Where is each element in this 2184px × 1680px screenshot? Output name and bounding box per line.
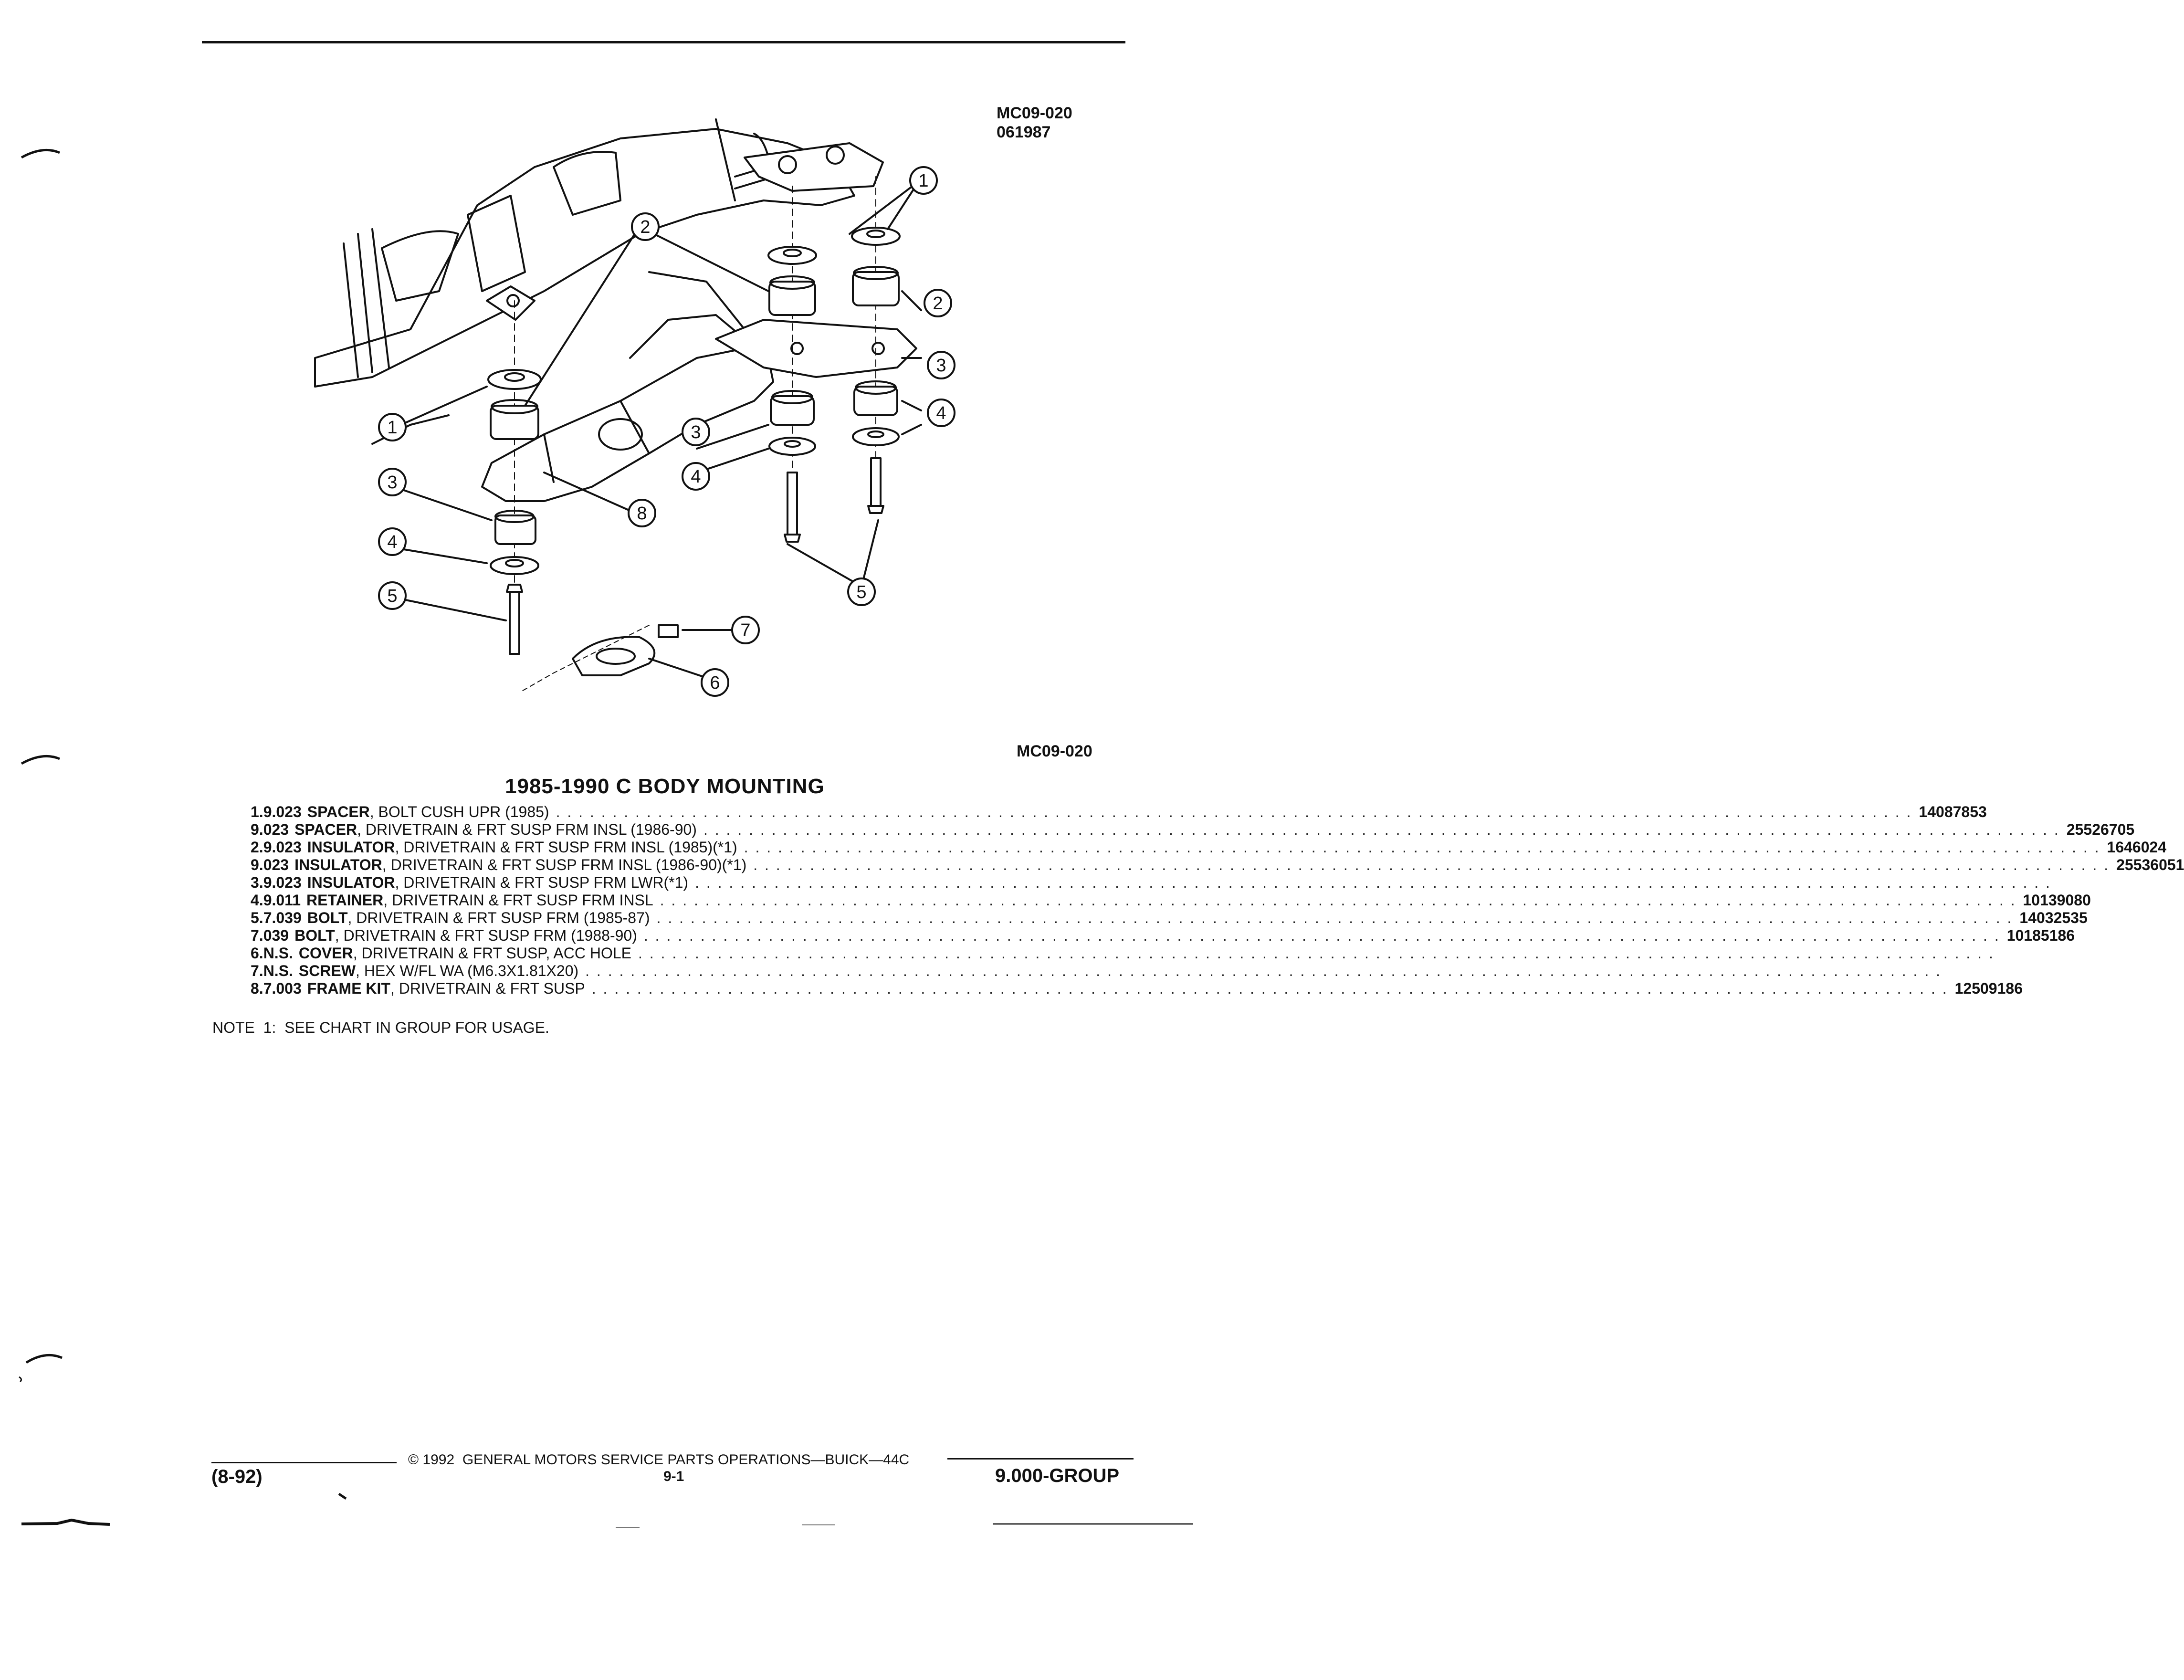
group-number: 9.023: [263, 839, 302, 856]
parts-row: [217, 945, 1995, 962]
part-number: 25536051: [2116, 856, 2184, 873]
part-name: FRAME KIT: [307, 980, 390, 997]
item-number: 2.: [251, 839, 263, 856]
item-number: 3.: [251, 874, 263, 891]
callout-4-mid: [682, 463, 709, 490]
footer-date-code: (8-92): [211, 1466, 262, 1487]
part-name: RETAINER: [306, 892, 384, 909]
leader-dots: . . . . . . . . . . . . . . . . . . . . . . . . . . . . . . . . . . . . . . . . . . . . . . . . . . . . . . . . . . . . . . . . . . . . . . . . . . . . . . . . . . . . . . . . . . . . . . . . . . . . . . . . . . . . . . . . . . . . . . . .: [556, 803, 1912, 820]
part-name: BOLT: [307, 909, 348, 926]
footer-group: 9.000-GROUP: [995, 1465, 1120, 1486]
footer-rule-right: [947, 1458, 1134, 1460]
group-number: N.S.: [263, 945, 293, 962]
callout-8: [629, 500, 655, 526]
parts-row: [217, 980, 2023, 998]
svg-text:1: 1: [387, 418, 398, 438]
part-name: SCREW: [298, 962, 356, 979]
top-rule: [202, 41, 1125, 43]
part-description: , DRIVETRAIN & FRT SUSP FRM INSL (1986-90): [357, 821, 697, 838]
svg-text:5: 5: [387, 586, 398, 606]
svg-text:2: 2: [933, 294, 943, 314]
parts-row: [217, 803, 1987, 821]
part-name: COVER: [298, 945, 353, 962]
item-number: 6.: [251, 945, 263, 962]
part-name: SPACER: [294, 821, 357, 838]
svg-text:6: 6: [710, 673, 720, 693]
group-number: 7.039: [251, 927, 289, 944]
group-number: 7.003: [263, 980, 302, 997]
parts-list-title: 1985-1990 C BODY MOUNTING: [505, 775, 825, 798]
callout-2-upper: [632, 213, 659, 240]
parts-list: [217, 803, 2184, 998]
part-description: , DRIVETRAIN & FRT SUSP FRM (1985-87): [347, 909, 650, 926]
leader-dots: . . . . . . . . . . . . . . . . . . . . . . . . . . . . . . . . . . . . . . . . . . . . . . . . . . . . . . . . . . . . . . . . . . . . . . . . . . . . . . . . . . . . . . . . . . . . . . . . . . . . . . . . . . . . . . . . . . . . . . . .: [585, 962, 1942, 979]
part-description: , DRIVETRAIN & FRT SUSP FRM INSL (1985)(*1): [395, 839, 737, 856]
part-number: 1646024: [2107, 839, 2167, 856]
callout-3-left: [379, 469, 406, 495]
part-description: , BOLT CUSH UPR (1985): [369, 803, 549, 820]
figure-ref-code: MC09-020: [997, 104, 1072, 122]
parts-row: [217, 821, 2135, 839]
leader-dots: . . . . . . . . . . . . . . . . . . . . . . . . . . . . . . . . . . . . . . . . . . . . . . . . . . . . . . . . . . . . . . . . . . . . . . . . . . . . . . . . . . . . . . . . . . . . . . . . . . . . . . . . . . . . . . . . . . . . . . . .: [591, 980, 1948, 997]
part-name: SPACER: [307, 803, 370, 820]
svg-text:8: 8: [637, 504, 647, 524]
part-description: , DRIVETRAIN & FRT SUSP FRM (1988-90): [335, 927, 637, 944]
group-number: N.S.: [263, 962, 293, 979]
leader-dots: . . . . . . . . . . . . . . . . . . . . . . . . . . . . . . . . . . . . . . . . . . . . . . . . . . . . . . . . . . . . . . . . . . . . . . . . . . . . . . . . . . . . . . . . . . . . . . . . . . . . . . . . . . . . . . . . . . . . . . . .: [656, 909, 2013, 926]
margin-marks: [0, 0, 124, 1680]
group-number: 9.011: [263, 892, 301, 909]
parts-row: [217, 962, 1942, 980]
parts-row: [217, 927, 2075, 945]
leader-dots: . . . . . . . . . . . . . . . . . . . . . . . . . . . . . . . . . . . . . . . . . . . . . . . . . . . . . . . . . . . . . . . . . . . . . . . . . . . . . . . . . . . . . . . . . . . . . . . . . . . . . . . . . . . . . . . . . . . . . . . .: [638, 945, 1995, 962]
svg-text:4: 4: [936, 403, 946, 423]
footer-copyright: © 1992 GENERAL MOTORS SERVICE PARTS OPERATIONS—BUICK—44C: [408, 1452, 910, 1468]
part-name: INSULATOR: [307, 874, 395, 891]
part-name: INSULATOR: [294, 856, 382, 873]
leader-dots: . . . . . . . . . . . . . . . . . . . . . . . . . . . . . . . . . . . . . . . . . . . . . . . . . . . . . . . . . . . . . . . . . . . . . . . . . . . . . . . . . . . . . . . . . . . . . . . . . . . . . . . . . . . . . . . . . . . . . . . .: [703, 821, 2060, 838]
callout-3-mid: [682, 419, 709, 445]
svg-text:7: 7: [740, 620, 751, 640]
part-description: , DRIVETRAIN & FRT SUSP FRM INSL (1986-90)(*1): [382, 856, 747, 873]
callout-4-right: [928, 399, 955, 426]
footer-rule-left: [211, 1462, 397, 1463]
exploded-diagram: [286, 91, 1002, 721]
callout-2-right: [924, 290, 951, 316]
parts-row: [217, 839, 2167, 856]
svg-text:1: 1: [918, 171, 929, 191]
callout-6: [702, 669, 728, 696]
part-number: 12509186: [1954, 980, 2023, 997]
access-cover: [573, 637, 654, 675]
svg-text:4: 4: [691, 467, 701, 487]
parts-row: [217, 909, 2088, 927]
callout-1-right: [910, 167, 937, 194]
svg-text:5: 5: [856, 582, 867, 602]
item-number: 1.: [251, 803, 263, 820]
part-number: 10185186: [2006, 927, 2075, 944]
parts-row: [217, 892, 2091, 909]
figure-caption-code: MC09-020: [1017, 742, 1092, 760]
svg-text:4: 4: [387, 532, 398, 552]
group-number: 7.039: [263, 909, 302, 926]
svg-text:2: 2: [640, 217, 651, 237]
item-number: 5.: [251, 909, 263, 926]
callout-4-left: [379, 528, 406, 555]
scan-marks: [0, 1480, 1207, 1551]
footer-page-number: 9-1: [663, 1469, 684, 1484]
part-name: BOLT: [294, 927, 335, 944]
part-description: , DRIVETRAIN & FRT SUSP FRM INSL: [383, 892, 653, 909]
leader-dots: . . . . . . . . . . . . . . . . . . . . . . . . . . . . . . . . . . . . . . . . . . . . . . . . . . . . . . . . . . . . . . . . . . . . . . . . . . . . . . . . . . . . . . . . . . . . . . . . . . . . . . . . . . . . . . . . . . . . . . . .: [753, 856, 2110, 873]
usage-note: NOTE 1: SEE CHART IN GROUP FOR USAGE.: [212, 1019, 549, 1036]
part-description: , DRIVETRAIN & FRT SUSP: [390, 980, 585, 997]
callout-5-left: [379, 582, 406, 609]
callout-1-left: [379, 414, 406, 441]
part-number: 14087853: [1919, 803, 1987, 820]
item-number: 4.: [251, 892, 263, 909]
callout-5-right: [848, 578, 875, 605]
callout-3-right: [928, 352, 955, 378]
svg-text:3: 3: [387, 472, 398, 493]
svg-text:3: 3: [936, 356, 946, 376]
part-description: , DRIVETRAIN & FRT SUSP, ACC HOLE: [353, 945, 631, 962]
item-number: 7.: [251, 962, 263, 979]
group-number: 9.023: [263, 803, 302, 820]
leader-dots: . . . . . . . . . . . . . . . . . . . . . . . . . . . . . . . . . . . . . . . . . . . . . . . . . . . . . . . . . . . . . . . . . . . . . . . . . . . . . . . . . . . . . . . . . . . . . . . . . . . . . . . . . . . . . . . . . . . . . . . .: [744, 839, 2100, 856]
figure-ref-date: 061987: [997, 123, 1051, 141]
parts-row: [217, 856, 2184, 874]
part-description: , HEX W/FL WA (M6.3X1.81X20): [356, 962, 579, 979]
leader-dots: . . . . . . . . . . . . . . . . . . . . . . . . . . . . . . . . . . . . . . . . . . . . . . . . . . . . . . . . . . . . . . . . . . . . . . . . . . . . . . . . . . . . . . . . . . . . . . . . . . . . . . . . . . . . . . . . . . . . . . . .: [695, 874, 2051, 891]
group-number: 9.023: [251, 856, 289, 873]
leader-dots: . . . . . . . . . . . . . . . . . . . . . . . . . . . . . . . . . . . . . . . . . . . . . . . . . . . . . . . . . . . . . . . . . . . . . . . . . . . . . . . . . . . . . . . . . . . . . . . . . . . . . . . . . . . . . . . . . . . . . . . .: [643, 927, 2000, 944]
part-name: INSULATOR: [307, 839, 395, 856]
part-description: , DRIVETRAIN & FRT SUSP FRM LWR(*1): [395, 874, 689, 891]
item-number: 8.: [251, 980, 263, 997]
svg-text:3: 3: [691, 422, 701, 442]
callout-7: [732, 617, 759, 643]
part-number: 14032535: [2019, 909, 2088, 926]
part-number: 10139080: [2023, 892, 2091, 909]
group-number: 9.023: [263, 874, 302, 891]
part-number: 25526705: [2066, 821, 2135, 838]
group-number: 9.023: [251, 821, 289, 838]
leader-dots: . . . . . . . . . . . . . . . . . . . . . . . . . . . . . . . . . . . . . . . . . . . . . . . . . . . . . . . . . . . . . . . . . . . . . . . . . . . . . . . . . . . . . . . . . . . . . . . . . . . . . . . . . . . . . . . . . . . . . . . .: [660, 892, 2016, 909]
parts-row: [217, 874, 2051, 892]
